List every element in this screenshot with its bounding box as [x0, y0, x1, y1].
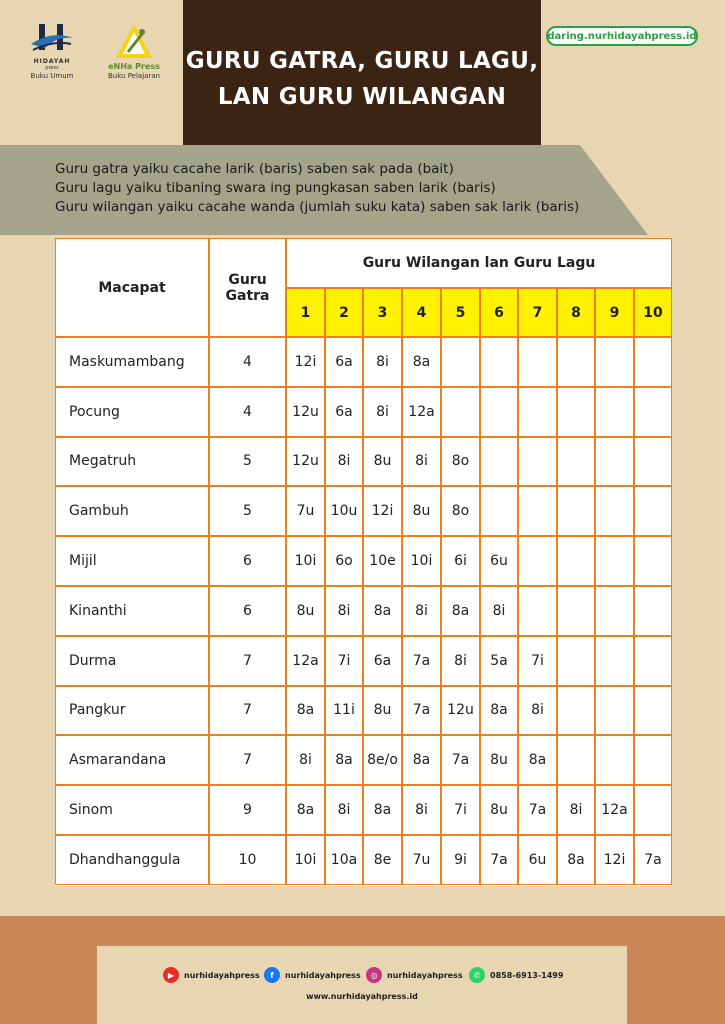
row-cell-4: 12a: [402, 387, 441, 437]
row-cell-2: 8i: [325, 586, 363, 636]
social-instagram[interactable]: [366, 965, 463, 985]
row-cell-8: [557, 437, 595, 487]
social-instagram-label: nurhidayahpress: [387, 970, 463, 980]
row-cell-2: 6a: [325, 387, 363, 437]
row-cell-8: [557, 387, 595, 437]
row-guru-gatra: 7: [209, 636, 286, 686]
youtube-icon: ▶: [163, 967, 179, 983]
header-number-4: 4: [402, 288, 441, 337]
row-cell-4: 7u: [402, 835, 441, 885]
header-guru-gatra: [209, 238, 286, 337]
social-whatsapp[interactable]: [469, 965, 563, 985]
row-cell-5: 8o: [441, 486, 480, 536]
row-cell-10: [634, 337, 672, 387]
row-guru-gatra: 9: [209, 785, 286, 835]
row-macapat-name: Mijil: [55, 536, 209, 586]
row-cell-8: [557, 486, 595, 536]
row-cell-6: [480, 437, 518, 487]
row-cell-7: 8a: [518, 735, 557, 785]
page-title-line-1: GURU GATRA, GURU LAGU,: [185, 47, 539, 74]
header-number-3: 3: [363, 288, 402, 337]
row-cell-6: 8u: [480, 785, 518, 835]
row-guru-gatra: 5: [209, 486, 286, 536]
row-cell-9: [595, 486, 634, 536]
row-cell-7: [518, 586, 557, 636]
row-macapat-name: Kinanthi: [55, 586, 209, 636]
row-cell-3: 8a: [363, 586, 402, 636]
header-macapat: Macapat: [55, 238, 209, 337]
row-guru-gatra: 4: [209, 387, 286, 437]
row-cell-6: 5a: [480, 636, 518, 686]
row-cell-3: 8i: [363, 337, 402, 387]
row-cell-1: 10i: [286, 835, 325, 885]
title-box: [183, 0, 541, 145]
row-cell-10: [634, 486, 672, 536]
row-cell-3: 8u: [363, 686, 402, 736]
row-cell-1: 12u: [286, 437, 325, 487]
row-cell-3: 8e/o: [363, 735, 402, 785]
row-cell-1: 8i: [286, 735, 325, 785]
social-facebook[interactable]: [264, 965, 361, 985]
row-cell-1: 12a: [286, 636, 325, 686]
row-cell-8: [557, 337, 595, 387]
row-cell-8: [557, 586, 595, 636]
enha-logo-sub: Buku Pelajaran: [107, 72, 161, 80]
row-cell-9: 12i: [595, 835, 634, 885]
header-number-8: 8: [557, 288, 595, 337]
header-guru-wilangan-lan-guru-lagu: Guru Wilangan lan Guru Lagu: [286, 238, 672, 288]
social-youtube-label: nurhidayahpress: [184, 970, 260, 980]
row-cell-3: 8i: [363, 387, 402, 437]
enha-logo: [100, 22, 168, 80]
row-cell-10: [634, 735, 672, 785]
hidayah-logo-icon: [27, 22, 77, 58]
row-cell-2: 11i: [325, 686, 363, 736]
definition-list: [55, 160, 579, 217]
row-cell-2: 8i: [325, 437, 363, 487]
row-cell-3: 12i: [363, 486, 402, 536]
row-cell-7: 6u: [518, 835, 557, 885]
row-cell-10: [634, 785, 672, 835]
row-guru-gatra: 5: [209, 437, 286, 487]
row-cell-10: [634, 636, 672, 686]
row-cell-6: 7a: [480, 835, 518, 885]
row-cell-10: [634, 387, 672, 437]
row-cell-9: [595, 536, 634, 586]
row-cell-3: 8e: [363, 835, 402, 885]
row-cell-8: 8a: [557, 835, 595, 885]
definition-band: [0, 145, 725, 235]
row-cell-6: [480, 486, 518, 536]
row-macapat-name: Maskumambang: [55, 337, 209, 387]
social-whatsapp-label: 0858-6913-1499: [490, 970, 564, 980]
header-number-9: 9: [595, 288, 634, 337]
whatsapp-icon: ✆: [469, 967, 485, 983]
footer-box: [97, 946, 627, 1024]
header-number-7: 7: [518, 288, 557, 337]
row-cell-5: [441, 387, 480, 437]
row-cell-6: 8a: [480, 686, 518, 736]
row-cell-7: 8i: [518, 686, 557, 736]
row-cell-5: 12u: [441, 686, 480, 736]
row-cell-3: 8a: [363, 785, 402, 835]
row-cell-7: [518, 387, 557, 437]
row-cell-1: 10i: [286, 536, 325, 586]
row-guru-gatra: 7: [209, 735, 286, 785]
header-number-10: 10: [634, 288, 672, 337]
header-number-1: 1: [286, 288, 325, 337]
row-cell-5: 7a: [441, 735, 480, 785]
row-cell-10: 7a: [634, 835, 672, 885]
row-macapat-name: Durma: [55, 636, 209, 686]
row-cell-7: 7a: [518, 785, 557, 835]
row-cell-4: 7a: [402, 636, 441, 686]
row-cell-8: 8i: [557, 785, 595, 835]
row-cell-4: 7a: [402, 686, 441, 736]
row-cell-1: 8a: [286, 686, 325, 736]
row-cell-7: 7i: [518, 636, 557, 686]
row-cell-10: [634, 536, 672, 586]
row-macapat-name: Pocung: [55, 387, 209, 437]
row-cell-4: 8u: [402, 486, 441, 536]
row-guru-gatra: 4: [209, 337, 286, 387]
row-cell-6: 6u: [480, 536, 518, 586]
footer-website[interactable]: www.nurhidayahpress.id: [306, 992, 418, 1001]
row-cell-10: [634, 686, 672, 736]
instagram-icon: ◎: [366, 967, 382, 983]
row-cell-7: [518, 337, 557, 387]
row-cell-1: 7u: [286, 486, 325, 536]
enha-logo-text: eNHa Press: [108, 62, 160, 71]
row-cell-2: 6o: [325, 536, 363, 586]
header-number-2: 2: [325, 288, 363, 337]
header-guru-gatra-line-2: Gatra: [225, 287, 270, 304]
row-cell-7: [518, 437, 557, 487]
row-cell-6: [480, 337, 518, 387]
row-cell-9: [595, 686, 634, 736]
row-cell-3: 10e: [363, 536, 402, 586]
row-cell-4: 8i: [402, 785, 441, 835]
row-guru-gatra: 6: [209, 536, 286, 586]
row-guru-gatra: 7: [209, 686, 286, 736]
row-cell-1: 12i: [286, 337, 325, 387]
hidayah-logo: [24, 22, 80, 80]
row-cell-9: [595, 586, 634, 636]
row-cell-2: 10u: [325, 486, 363, 536]
enha-logo-icon: [112, 22, 156, 62]
row-cell-10: [634, 437, 672, 487]
row-cell-1: 12u: [286, 387, 325, 437]
hidayah-logo-tagline: press: [45, 65, 59, 71]
row-cell-5: 9i: [441, 835, 480, 885]
row-cell-2: 6a: [325, 337, 363, 387]
row-cell-9: [595, 387, 634, 437]
row-cell-9: [595, 437, 634, 487]
social-youtube[interactable]: [163, 965, 260, 985]
hidayah-logo-sub: Buku Umum: [30, 72, 74, 80]
header-guru-gatra-line-1: Guru: [228, 271, 267, 288]
row-cell-1: 8u: [286, 586, 325, 636]
website-url-pill[interactable]: daring.nurhidayahpress.id: [546, 26, 698, 46]
row-macapat-name: Sinom: [55, 785, 209, 835]
row-macapat-name: Megatruh: [55, 437, 209, 487]
row-cell-8: [557, 536, 595, 586]
row-cell-4: 8i: [402, 437, 441, 487]
row-macapat-name: Gambuh: [55, 486, 209, 536]
row-cell-6: [480, 387, 518, 437]
row-cell-9: [595, 636, 634, 686]
row-cell-7: [518, 486, 557, 536]
facebook-icon: f: [264, 967, 280, 983]
row-cell-2: 7i: [325, 636, 363, 686]
row-cell-2: 8a: [325, 735, 363, 785]
page-title-line-2: LAN GURU WILANGAN: [217, 83, 507, 110]
row-cell-2: 8i: [325, 785, 363, 835]
row-cell-8: [557, 686, 595, 736]
definition-guru-wilangan: Guru wilangan yaiku cacahe wanda (jumlah suku kata) saben sak larik (baris): [55, 199, 580, 215]
row-cell-7: [518, 536, 557, 586]
row-cell-5: 8i: [441, 636, 480, 686]
row-cell-2: 10a: [325, 835, 363, 885]
row-cell-1: 8a: [286, 785, 325, 835]
row-cell-5: 8o: [441, 437, 480, 487]
row-cell-3: 8u: [363, 437, 402, 487]
hidayah-logo-text: HIDAYAH: [33, 58, 71, 65]
row-cell-9: [595, 337, 634, 387]
header-number-5: 5: [441, 288, 480, 337]
social-facebook-label: nurhidayahpress: [285, 970, 361, 980]
row-guru-gatra: 10: [209, 835, 286, 885]
row-cell-4: 10i: [402, 536, 441, 586]
definition-guru-lagu: Guru lagu yaiku tibaning swara ing pungkasan saben larik (baris): [55, 180, 496, 196]
header-number-6: 6: [480, 288, 518, 337]
row-cell-6: 8u: [480, 735, 518, 785]
row-cell-8: [557, 735, 595, 785]
row-cell-3: 6a: [363, 636, 402, 686]
row-cell-4: 8a: [402, 337, 441, 387]
row-cell-5: 7i: [441, 785, 480, 835]
row-cell-6: 8i: [480, 586, 518, 636]
definition-guru-gatra: Guru gatra yaiku cacahe larik (baris) saben sak pada (bait): [55, 161, 454, 177]
row-cell-5: 8a: [441, 586, 480, 636]
row-cell-9: 12a: [595, 785, 634, 835]
row-cell-4: 8a: [402, 735, 441, 785]
row-cell-8: [557, 636, 595, 686]
row-cell-5: [441, 337, 480, 387]
row-cell-4: 8i: [402, 586, 441, 636]
row-cell-5: 6i: [441, 536, 480, 586]
row-macapat-name: Pangkur: [55, 686, 209, 736]
row-macapat-name: Dhandhanggula: [55, 835, 209, 885]
row-guru-gatra: 6: [209, 586, 286, 636]
macapat-table: [55, 238, 672, 886]
row-cell-9: [595, 735, 634, 785]
row-macapat-name: Asmarandana: [55, 735, 209, 785]
row-cell-10: [634, 586, 672, 636]
